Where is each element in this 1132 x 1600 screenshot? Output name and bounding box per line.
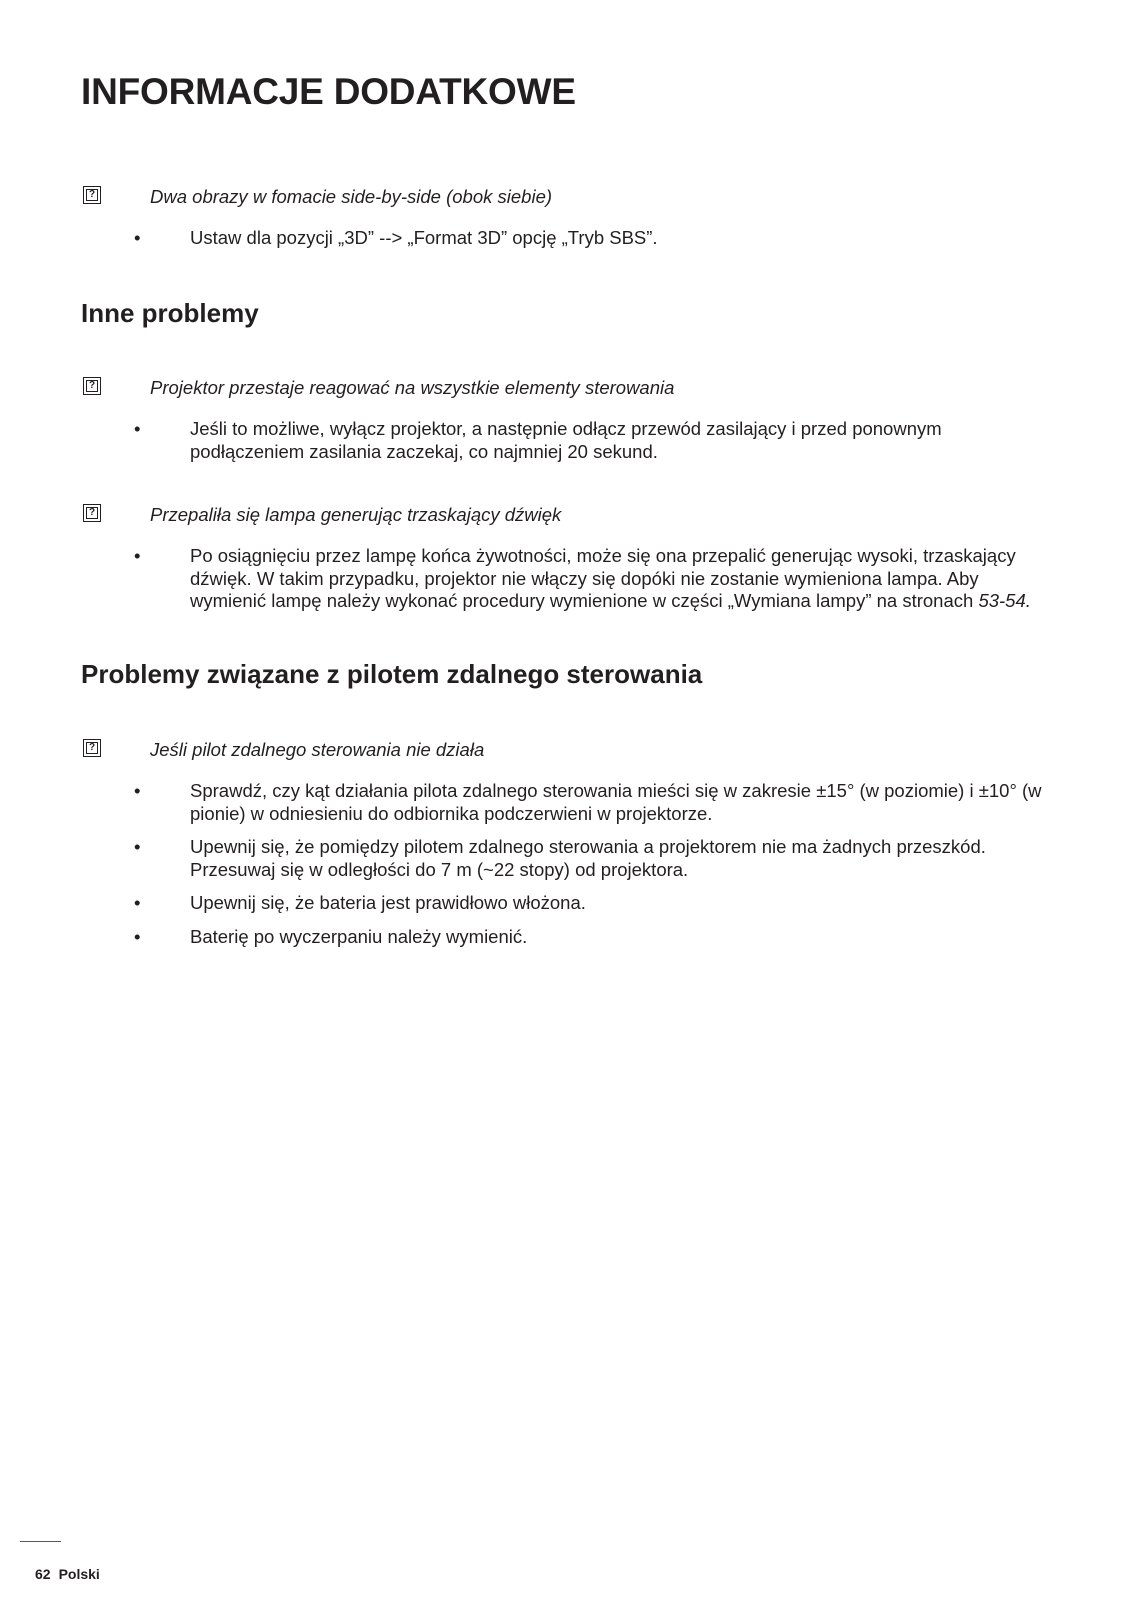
section-heading-other-problems: Inne problemy	[81, 298, 259, 328]
list-item: • Po osiągnięciu przez lampę końca żywotności, może się ona przepalić generując wysoki, trzaskający dźwięk. W takim przypadku, projektor nie włączy się dopóki nie zostanie wymieniona lampa. Aby wymienić lampę należy wykonać procedury wymienione w części „Wymiana lampy” na stronach 53-54.	[134, 545, 1031, 611]
footer-language: Polski	[58, 1566, 100, 1582]
problem-title: Przepaliła się lampa generując trzaskający dźwięk	[150, 504, 562, 525]
footer	[35, 1566, 108, 1582]
list-item: • Baterię po wyczerpaniu należy wymienić.	[134, 925, 528, 947]
list-item: • Jeśli to możliwe, wyłącz projektor, a następnie odłącz przewód zasilający i przed ponownym podłączeniem zasilania zaczekaj, co najmniej 20 sekund.	[134, 418, 942, 462]
page-title: INFORMACJE DODATKOWE	[81, 71, 576, 112]
problem-sbs	[81, 186, 1051, 261]
solution-list	[81, 418, 1051, 463]
problem-title: Dwa obrazy w fomacie side-by-side (obok siebie)	[150, 186, 553, 207]
solution-list	[81, 780, 1051, 948]
list-item: • Ustaw dla pozycji „3D” --> „Format 3D” opcję „Tryb SBS”.	[134, 227, 658, 248]
question-box-icon: ?	[83, 504, 101, 522]
section-heading-remote-problems: Problemy związane z pilotem zdalnego sterowania	[81, 659, 703, 689]
question-box-icon: ?	[83, 739, 101, 757]
problem-not-responding	[81, 377, 1051, 474]
problem-title: Jeśli pilot zdalnego sterowania nie działa	[150, 739, 485, 760]
problem-title: Projektor przestaje reagować na wszystkie elementy sterowania	[150, 377, 675, 398]
page-number: 62	[35, 1566, 51, 1582]
solution-list	[81, 545, 1051, 613]
problem-remote-not-working	[81, 739, 1051, 959]
list-item: • Sprawdź, czy kąt działania pilota zdalnego sterowania mieści się w zakresie ±15° (w poziomie) i ±10° (w pionie) w odniesieniu do odbiornika podczerwieni w projektorze.	[134, 780, 1042, 824]
question-box-icon: ?	[83, 186, 101, 204]
page-reference: 53-54.	[978, 590, 1031, 611]
list-item: • Upewnij się, że bateria jest prawidłowo włożona.	[134, 892, 586, 913]
list-item: • Upewnij się, że pomiędzy pilotem zdalnego sterowania a projektorem nie ma żadnych przeszkód. Przesuwaj się w odległości do 7 m (~22 stopy) od projektora.	[134, 836, 986, 880]
footer-accent-line	[20, 1541, 61, 1542]
question-box-icon: ?	[83, 377, 101, 395]
problem-lamp-burned	[81, 504, 1051, 624]
solution-list	[81, 227, 1051, 250]
